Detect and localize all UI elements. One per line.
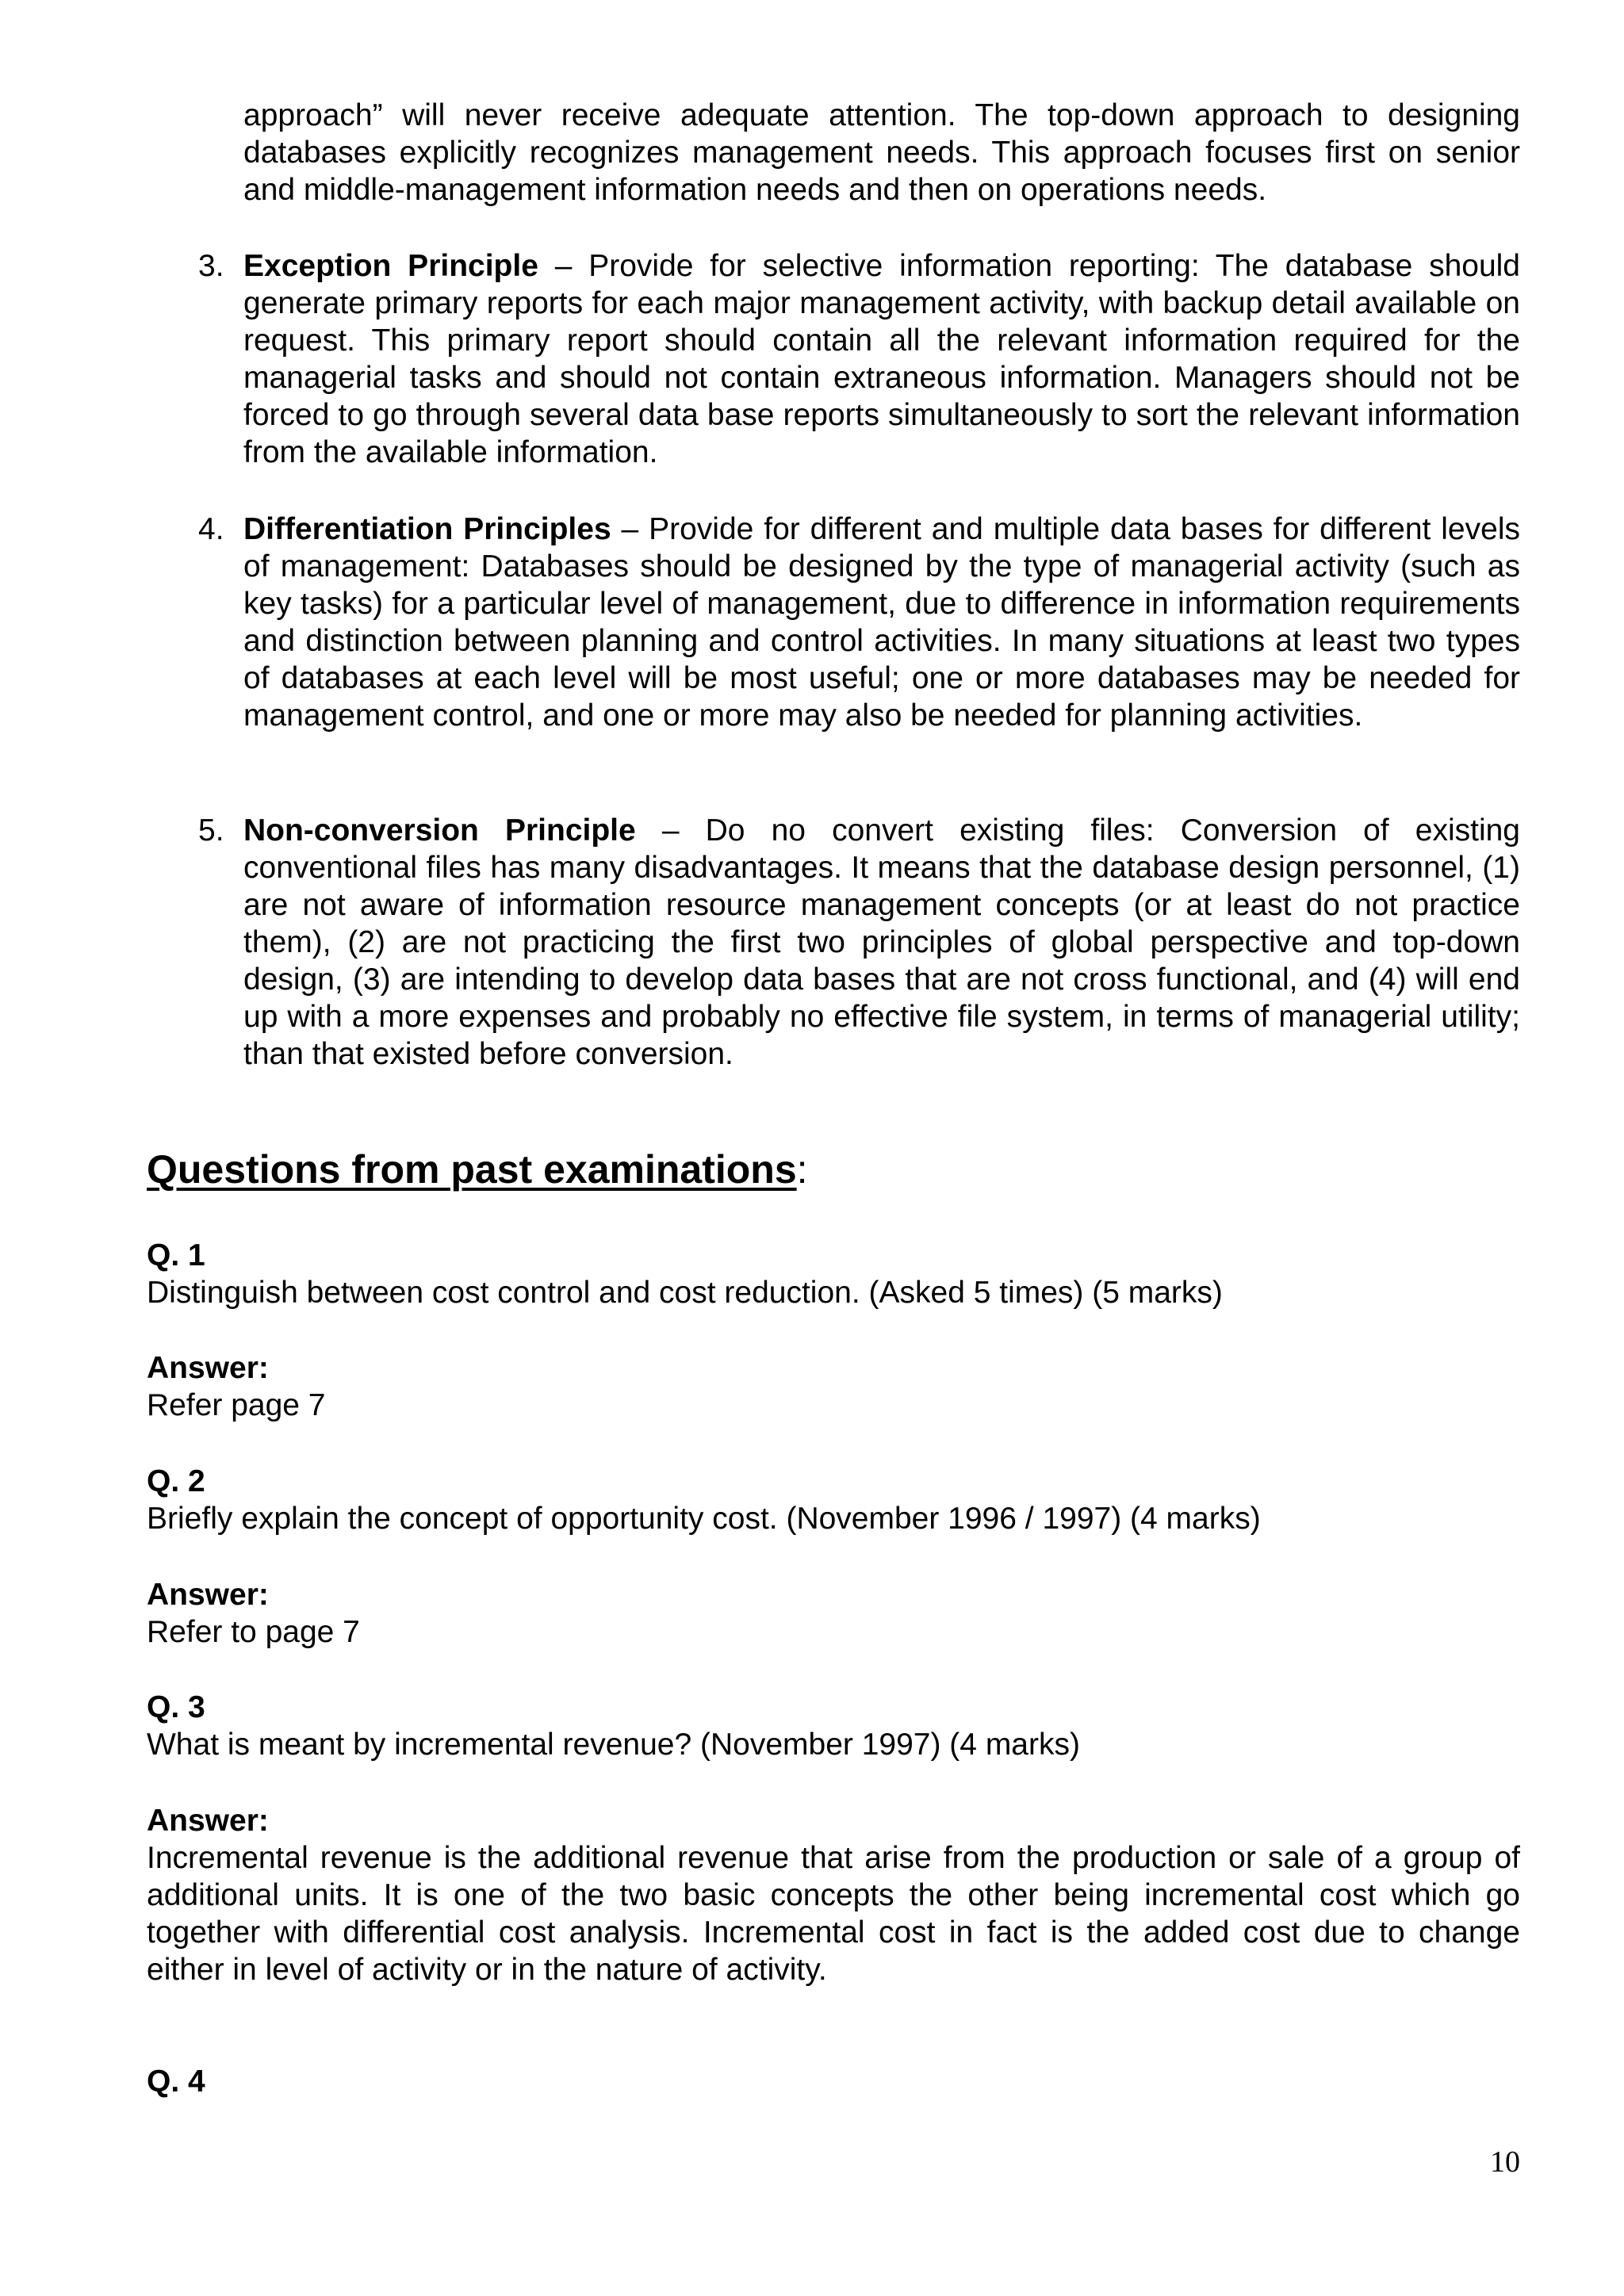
principle-number: 3. (198, 249, 224, 283)
section-heading-text: Questions from past examinations (147, 1147, 797, 1192)
answer-block-3 (147, 1802, 1520, 1988)
principle-item-4 (198, 511, 1520, 734)
principle-number: 5. (198, 813, 224, 848)
principle-title: Non-conversion Principle (243, 813, 636, 848)
continuation-paragraph: approach” will never receive adequate attention. The top-down approach to designing databases explicitly recognizes management needs. This approach focuses first on senior and middle-management information needs and then on operations needs. (243, 98, 1520, 207)
answer-text: Refer to page 7 (147, 1615, 360, 1649)
section-heading-colon: : (796, 1147, 808, 1192)
page-number: 10 (1490, 2145, 1520, 2179)
answer-label: Answer: (147, 1351, 269, 1385)
question-label: Q. 4 (147, 2064, 205, 2099)
principle-text: – Do no convert existing files: Conversion of existing conventional files has many disadvantages. It means that the database design personnel, (1) are not aware of information resource management concepts (or at least do not practice them), (2) are not practicing the first two principles of global perspective and top-down design, (3) are intending to develop data bases that are not cross functional, and (4) will end up with a more expenses and probably no effective file system, in terms of managerial utility; than that existed before conversion. (243, 813, 1520, 1071)
question-block-4 (147, 2063, 1520, 2100)
question-text: Distinguish between cost control and cost reduction. (Asked 5 times) (5 marks) (147, 1276, 1223, 1310)
answer-text: Incremental revenue is the additional revenue that arise from the production or sale of a group of additional units. It is one of the two basic concepts the other being incremental cost which go together with differential cost analysis. Incremental cost in fact is the added cost due to change either in level of activity or in the nature of activity. (147, 1841, 1520, 1987)
question-text: What is meant by incremental revenue? (November 1997) (4 marks) (147, 1728, 1080, 1762)
question-text: Briefly explain the concept of opportunity cost. (November 1996 / 1997) (4 marks) (147, 1502, 1261, 1536)
principle-body (243, 247, 1520, 471)
question-block-3 (147, 1689, 1520, 1763)
principle-item-5 (198, 812, 1520, 1073)
question-label: Q. 2 (147, 1464, 205, 1498)
principle-body (243, 812, 1520, 1073)
question-label: Q. 1 (147, 1238, 205, 1272)
principle-number: 4. (198, 512, 224, 546)
principle-title: Exception Principle (243, 249, 538, 283)
question-label: Q. 3 (147, 1690, 205, 1724)
answer-block-1 (147, 1349, 1520, 1424)
principle-text: – Provide for different and multiple data bases for different levels of management: Databases should be designed by the type of managerial activity (such as key tasks) for a particular level of management, due to difference in information requirements and distinction between planning and control activities. In many situations at least two types of databases at each level will be most useful; one or more databases may be needed for management control, and one or more may also be needed for planning activities. (243, 512, 1520, 733)
principle-text: – Provide for selective information reporting: The database should generate primary reports for each major management activity, with backup detail available on request. This primary report should contain all the relevant information required for the managerial tasks and should not contain extraneous information. Managers should not be forced to go through several data base reports simultaneously to sort the relevant information from the available information. (243, 249, 1520, 469)
question-block-1 (147, 1237, 1520, 1311)
question-block-2 (147, 1463, 1520, 1537)
answer-label: Answer: (147, 1804, 269, 1838)
answer-label: Answer: (147, 1578, 269, 1612)
principle-item-3 (198, 247, 1520, 471)
principle-body (243, 511, 1520, 734)
answer-block-2 (147, 1576, 1520, 1651)
section-heading (147, 1146, 808, 1193)
answer-text: Refer page 7 (147, 1388, 326, 1422)
principle-title: Differentiation Principles (243, 512, 611, 546)
